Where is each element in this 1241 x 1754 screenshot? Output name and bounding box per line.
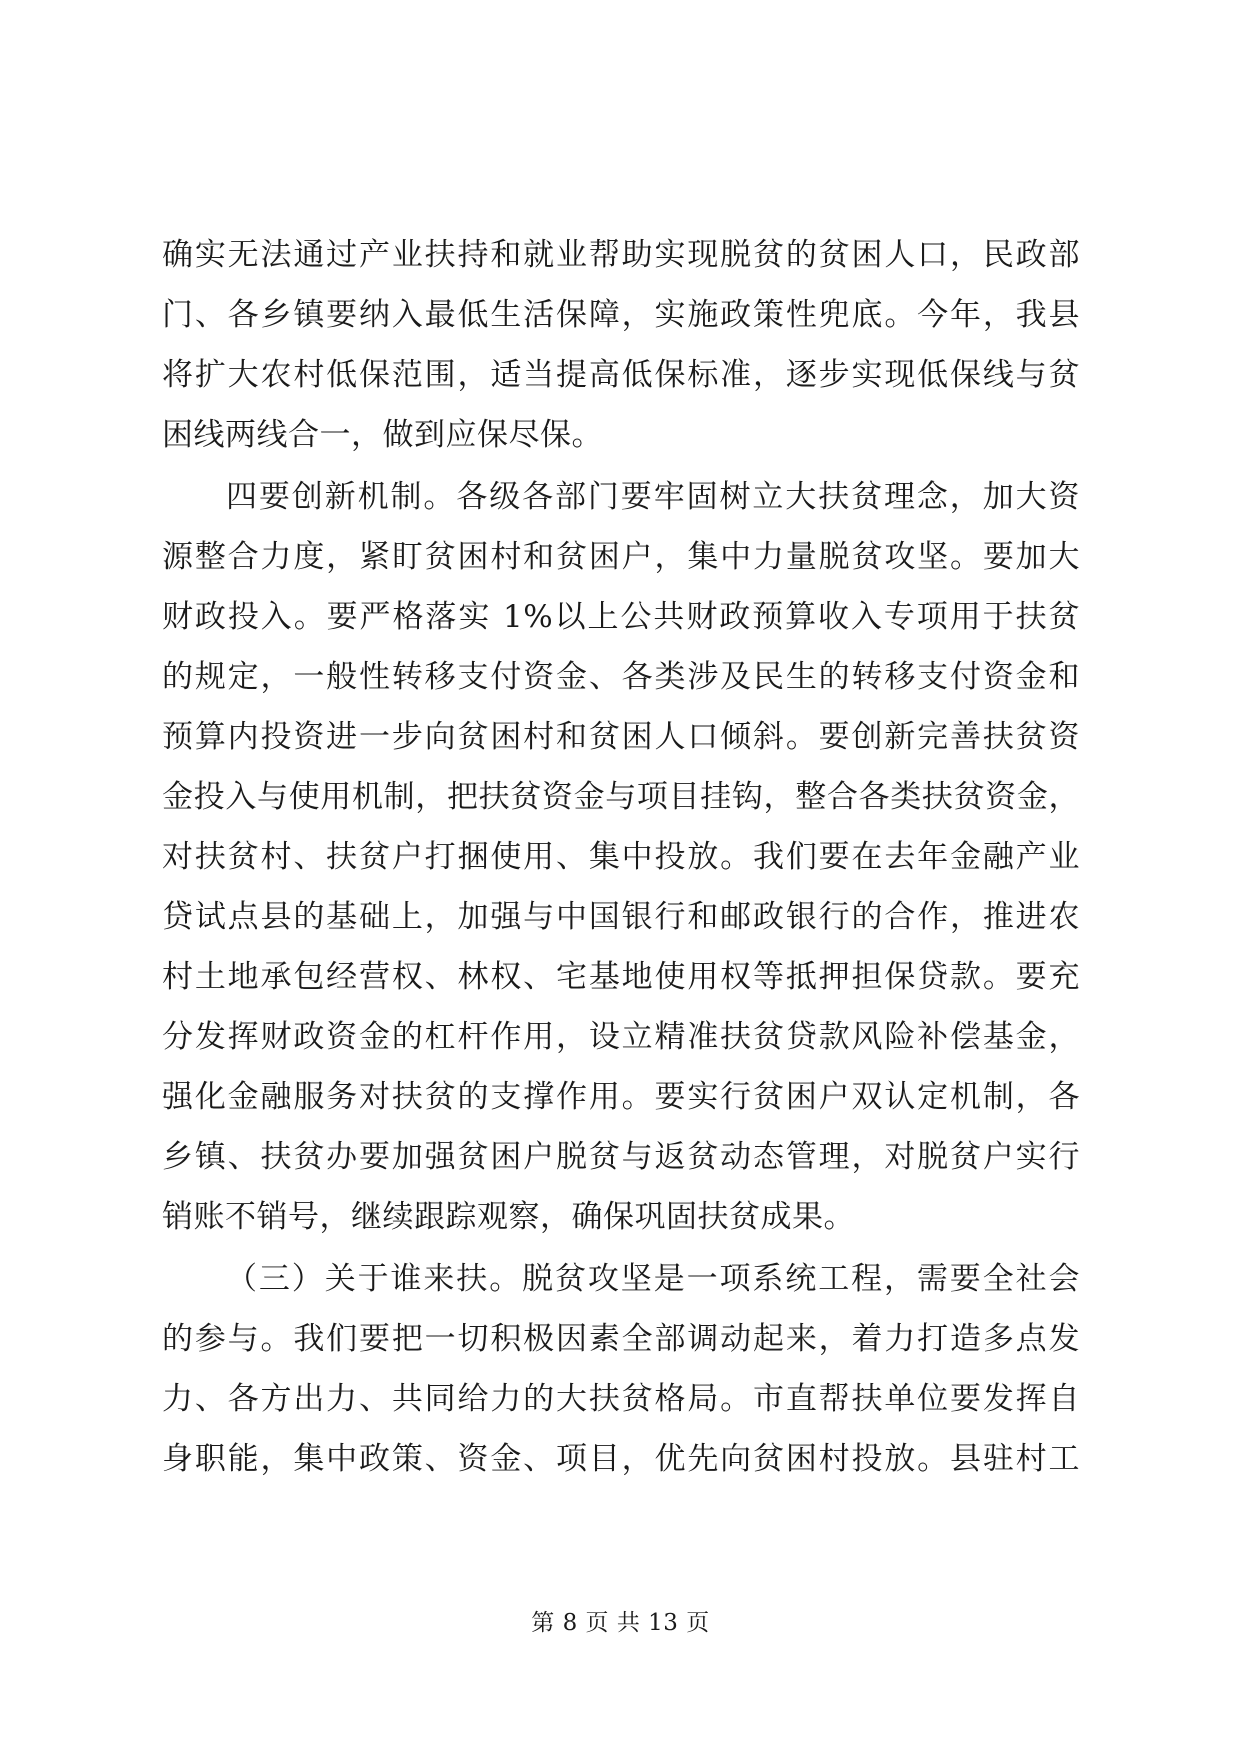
text-line: 的参与。我们要把一切积极因素全部调动起来，着力打造多点发 [162, 1321, 1080, 1357]
text-line: 门、各乡镇要纳入最低生活保障，实施政策性兜底。今年，我县 [162, 297, 1080, 333]
text-line: （三）关于谁来扶。脱贫攻坚是一项系统工程，需要全社会 [226, 1261, 1080, 1297]
text-line: 销账不销号，继续跟踪观察，确保巩固扶贫成果。 [162, 1199, 855, 1235]
text-line: 源整合力度，紧盯贫困村和贫困户，集中力量脱贫攻坚。要加大 [162, 539, 1080, 575]
text-line: 贷试点县的基础上，加强与中国银行和邮政银行的合作，推进农 [162, 899, 1080, 935]
text-line: 强化金融服务对扶贫的支撑作用。要实行贫困户双认定机制，各 [162, 1079, 1080, 1115]
text-line: 村土地承包经营权、林权、宅基地使用权等抵押担保贷款。要充 [162, 959, 1080, 995]
text-line: 预算内投资进一步向贫困村和贫困人口倾斜。要创新完善扶贫资 [162, 719, 1080, 755]
text-line: 金投入与使用机制，把扶贫资金与项目挂钩，整合各类扶贫资金， [162, 779, 1080, 815]
text-line: 的规定，一般性转移支付资金、各类涉及民生的转移支付资金和 [162, 659, 1080, 695]
text-line: 分发挥财政资金的杠杆作用，设立精准扶贫贷款风险补偿基金， [162, 1019, 1080, 1055]
text-line: 确实无法通过产业扶持和就业帮助实现脱贫的贫困人口，民政部 [162, 237, 1080, 273]
text-line: 身职能，集中政策、资金、项目，优先向贫困村投放。县驻村工 [162, 1441, 1080, 1477]
text-line: 对扶贫村、扶贫户打捆使用、集中投放。我们要在去年金融产业 [162, 839, 1080, 875]
text-line: 力、各方出力、共同给力的大扶贫格局。市直帮扶单位要发挥自 [162, 1381, 1080, 1417]
text-line: 将扩大农村低保范围，适当提高低保标准，逐步实现低保线与贫 [162, 357, 1080, 393]
text-line: 财政投入。要严格落实 1%以上公共财政预算收入专项用于扶贫 [162, 599, 1080, 635]
page-number-footer: 第 8 页 共 13 页 [531, 1610, 710, 1636]
text-line: 乡镇、扶贫办要加强贫困户脱贫与返贫动态管理，对脱贫户实行 [162, 1139, 1080, 1175]
text-line: 困线两线合一，做到应保尽保。 [162, 417, 603, 453]
text-line: 四要创新机制。各级各部门要牢固树立大扶贫理念，加大资 [226, 479, 1080, 515]
